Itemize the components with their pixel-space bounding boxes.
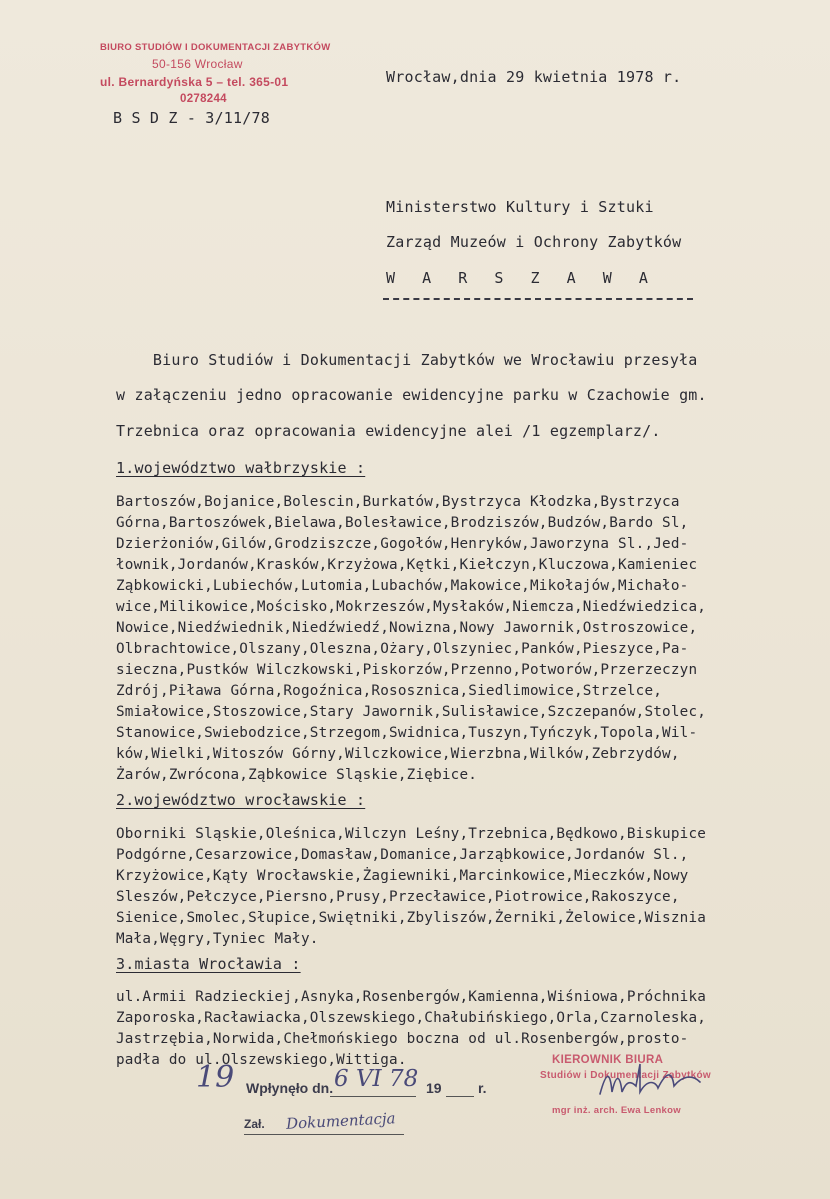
place-list-line: Sleszów,Pełczyce,Piersno,Prusy,Przecławice,Piotrowice,Rakoszyce, bbox=[116, 889, 680, 905]
street-list-line: ul.Armii Radzieckiej,Asnyka,Rosenbergów,Kamienna,Wiśniowa,Próchnika bbox=[116, 989, 707, 1005]
place-list-line: Olbrachtowice,Olszany,Oleszna,Ożary,Olszyniec,Panków,Pieszyce,Pa- bbox=[116, 641, 689, 657]
received-year-suffix: r. bbox=[478, 1080, 487, 1096]
institution-stamp-line1: BIURO STUDIÓW I DOKUMENTACJI ZABYTKÓW bbox=[100, 42, 331, 53]
director-signature bbox=[596, 1052, 726, 1104]
received-year-underline bbox=[446, 1096, 474, 1097]
recipient-line2: Zarząd Muzeów i Ochrony Zabytków bbox=[386, 233, 682, 251]
place-list-line: Krzyżowice,Kąty Wrocławskie,Żagiewniki,Marcinkowice,Mieczków,Nowy bbox=[116, 868, 689, 884]
institution-stamp-line3: ul. Bernardyńska 5 – tel. 365-01 bbox=[100, 75, 289, 89]
attachment-label: Zał. bbox=[244, 1117, 265, 1131]
intro-line: w załączeniu jedno opracowanie ewidencyjne parku w Czachowie gm. bbox=[116, 386, 707, 404]
institution-stamp-line4: 0278244 bbox=[180, 93, 227, 105]
attachment-underline bbox=[244, 1134, 404, 1135]
section-heading: 1.województwo wałbrzyskie : bbox=[116, 459, 366, 477]
place-list-line: Bartoszów,Bojanice,Bolescin,Burkatów,Bystrzyca Kłodzka,Bystrzyca bbox=[116, 494, 680, 510]
recipient-city: W A R S Z A W A bbox=[386, 269, 648, 287]
institution-stamp-line2: 50-156 Wrocław bbox=[152, 57, 243, 71]
place-list-line: Żarów,Zwrócona,Ząbkowice Sląskie,Ziębice. bbox=[116, 767, 478, 783]
recipient-line1: Ministerstwo Kultury i Sztuki bbox=[386, 198, 654, 216]
section-heading: 2.województwo wrocławskie : bbox=[116, 791, 366, 809]
place-list-line: Smiałowice,Stoszowice,Stary Jawornik,Sulisławice,Szczepanów,Stolec, bbox=[116, 704, 707, 720]
place-list-line: Podgórne,Cesarzowice,Domasław,Domanice,Jarząbkowice,Jordanów Sl., bbox=[116, 847, 689, 863]
place-list-line: wice,Milikowice,Mościsko,Mokrzeszów,Mysłaków,Niemcza,Niedźwiedzica, bbox=[116, 599, 707, 615]
attachment-note: Dokumentacja bbox=[285, 1109, 396, 1133]
recipient-underline bbox=[383, 298, 693, 300]
section-heading: 3.miasta Wrocławia : bbox=[116, 955, 301, 973]
place-list-line: Mała,Węgry,Tyniec Mały. bbox=[116, 931, 319, 947]
place-list-line: ków,Wielki,Witoszów Górny,Wilczkowice,Wierzbna,Wilków,Zebrzydów, bbox=[116, 746, 680, 762]
received-date-underline bbox=[330, 1096, 416, 1097]
reference-number: B S D Z - 3/11/78 bbox=[113, 109, 270, 127]
place-list-line: Sienice,Smolec,Słupice,Swiętniki,Zbyliszów,Żerniki,Żelowice,Wisznia bbox=[116, 910, 707, 926]
place-list-line: sieczna,Pustków Wilczkowski,Piskorzów,Przenno,Potworów,Przerzeczyn bbox=[116, 662, 698, 678]
place-list-line: Dzierżoniów,Gilów,Grodziszcze,Gogołów,Henryków,Jaworzyna Sl.,Jed- bbox=[116, 536, 689, 552]
date-line: Wrocław,dnia 29 kwietnia 1978 r. bbox=[386, 68, 682, 86]
received-date: 6 VI 78 bbox=[334, 1066, 419, 1092]
intro-line: Biuro Studiów i Dokumentacji Zabytków we Wrocławiu przesyła bbox=[116, 351, 698, 369]
received-label: Wpłynęło dn. bbox=[246, 1080, 334, 1096]
intro-line: Trzebnica oraz opracowania ewidencyjne alei /1 egzemplarz/. bbox=[116, 422, 661, 440]
street-list-line: padła do ul.Olszewskiego,Wittiga. bbox=[116, 1052, 407, 1068]
street-list-line: Zaporoska,Racławiacka,Olszewskiego,Chałubińskiego,Orla,Czarnoleska, bbox=[116, 1010, 707, 1026]
place-list-line: Zdrój,Piława Górna,Rogoźnica,Rososznica,Siedlimowice,Strzelce, bbox=[116, 683, 663, 699]
place-list-line: Górna,Bartoszówek,Bielawa,Bolesławice,Brodziszów,Budzów,Bardo Sl, bbox=[116, 515, 689, 531]
received-year: 19 bbox=[426, 1080, 442, 1096]
received-number: 19 bbox=[196, 1060, 235, 1095]
place-list-line: Nowice,Niedźwiednik,Niedźwiedź,Nowizna,Nowy Jawornik,Ostroszowice, bbox=[116, 620, 698, 636]
director-stamp-name: mgr inż. arch. Ewa Lenkow bbox=[552, 1105, 681, 1116]
place-list-line: Stanowice,Swiebodzice,Strzegom,Swidnica,Tuszyn,Tyńczyk,Topola,Wil- bbox=[116, 725, 698, 741]
place-list-line: Oborniki Sląskie,Oleśnica,Wilczyn Leśny,Trzebnica,Będkowo,Biskupice bbox=[116, 826, 707, 842]
director-stamp-title: KIEROWNIK BIURA bbox=[552, 1054, 664, 1066]
director-stamp-unit: Studiów i Dokumentacji Zabytków bbox=[540, 1070, 711, 1081]
place-list-line: Ząbkowicki,Lubiechów,Lutomia,Lubachów,Makowice,Mikołajów,Michało- bbox=[116, 578, 689, 594]
place-list-line: łownik,Jordanów,Krasków,Krzyżowa,Kętki,Kiełczyn,Kluczowa,Kamieniec bbox=[116, 557, 698, 573]
street-list-line: Jastrzębia,Norwida,Chełmońskiego boczna od ul.Rosenbergów,prosto- bbox=[116, 1031, 689, 1047]
